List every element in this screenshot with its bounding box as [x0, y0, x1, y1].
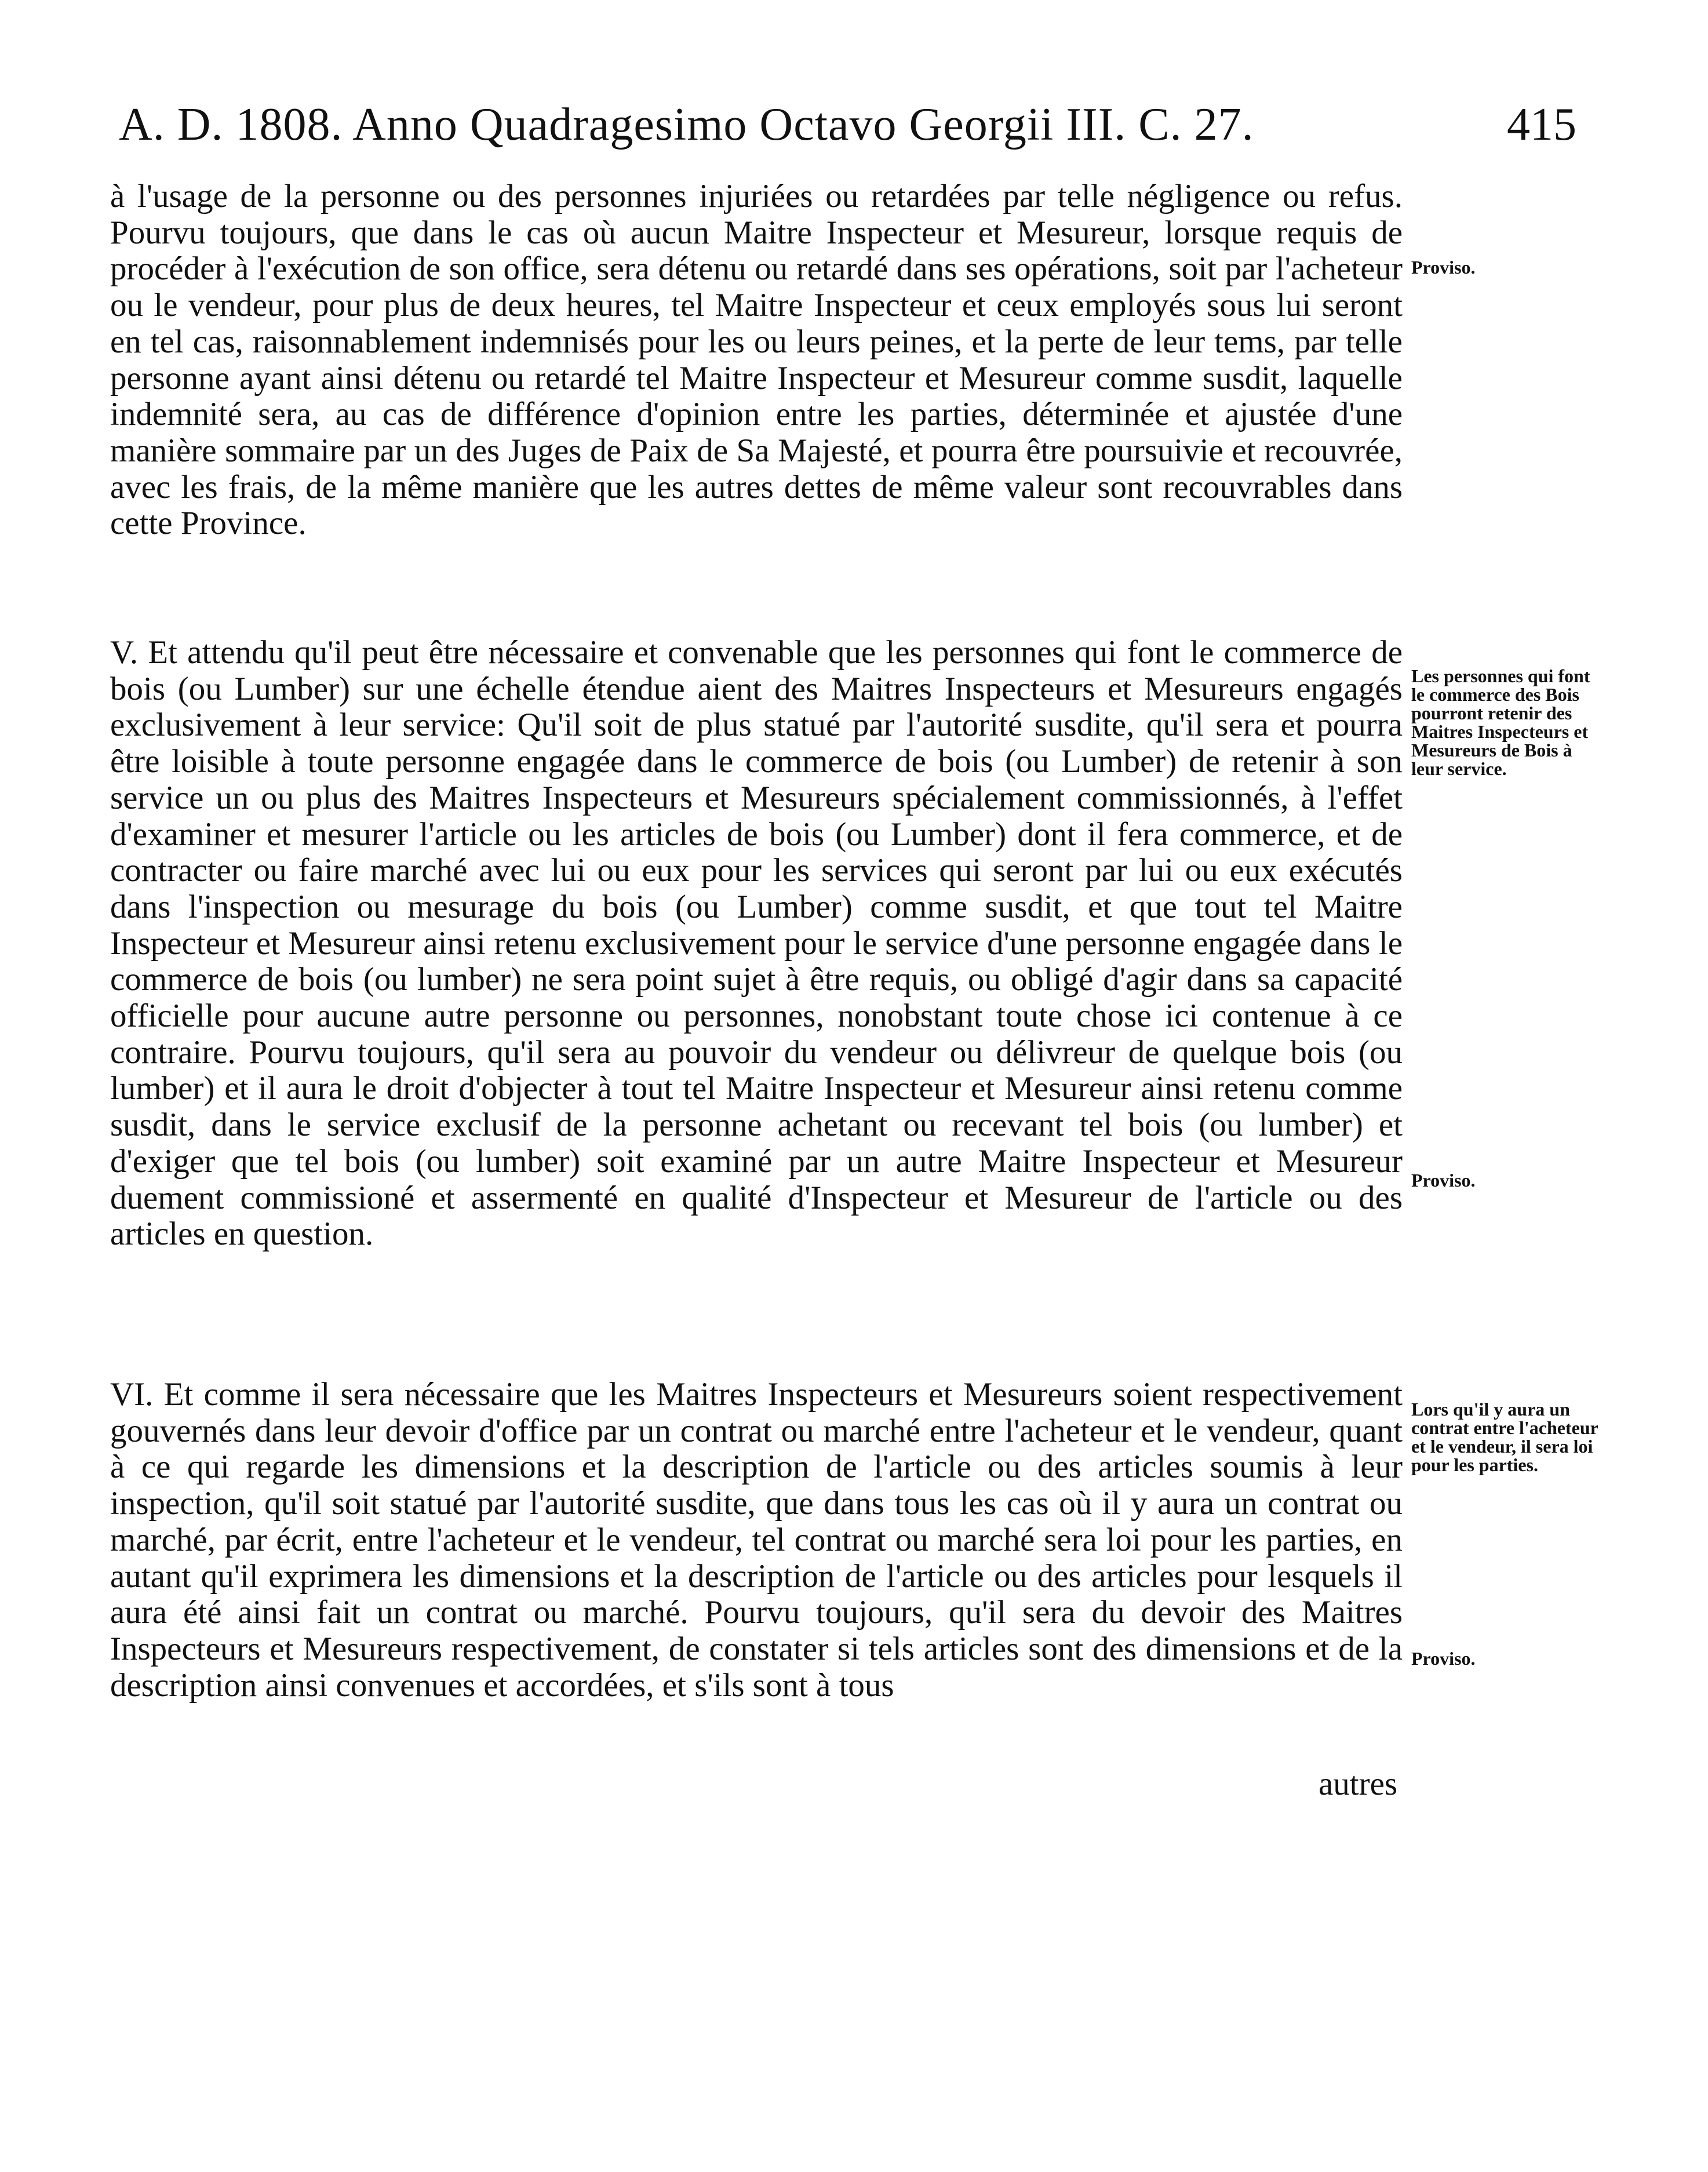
section-v-paragraph: V. Et attendu qu'il peut être nécessaire et convenable que les personnes qui font le commerce de bois (ou Lumber) sur une échelle étendue aient des Maitres Inspecteurs et Mesureurs engagés exclusivement à leur service: Qu'il soit de plus statué par l'autorité susdite, qu'il sera et pourra être loisible à toute personne engagée dans le commerce de bois (ou Lumber) de retenir à son service un ou plus des Maitres Inspecteurs et Mesureurs spécialement commissionnés, à l'effet d'examiner et mesurer l'article ou les articles de bois (ou Lumber) dont il fera commerce, et de contracter ou faire marché avec lui ou eux pour les services qui seront par lui ou eux exécutés dans l'inspection ou mesurage du bois (ou Lumber) comme susdit, et que tout tel Maitre Inspecteur et Mesureur ainsi retenu exclusivement pour le service d'une personne engagée dans le commerce de bois (ou lumber) ne sera point sujet à être requis, ou obligé d'agir dans sa capacité officielle pour aucune autre personne ou personnes, nonobstant toute chose ici contenue à ce contraire. Pourvu toujours, qu'il sera au pouvoir du vendeur ou délivreur de quelque bois (ou lumber) et il aura le droit d'objecter à tout tel Maitre Inspecteur et Mesureur ainsi retenu comme susdit, dans le service exclusif de la personne achetant ou recevant tel bois (ou lumber) et d'exiger que tel bois (ou lumber) soit examiné par un autre Maitre Inspecteur et Mesureur duement commissioné et assermenté en qualité d'Inspecteur et Mesureur de l'article ou des articles en question.	[110, 634, 1403, 1253]
margin-note-section-vi: Lors qu'il y aura un contrat entre l'acheteur et le vendeur, il sera loi pour les parties.	[1411, 1399, 1598, 1475]
page-header	[0, 87, 1708, 168]
continuation-paragraph: à l'usage de la personne ou des personnes injuriées ou retardées par telle négligence ou refus. Pourvu toujours, que dans le cas où aucun Maitre Inspecteur et Mesureur, lorsque requis de procéder à l'exécution de son office, sera détenu ou retardé dans ses opérations, soit par l'acheteur ou le vendeur, pour plus de deux heures, tel Maitre Inspecteur et ceux employés sous lui seront en tel cas, raisonnablement indemnisés pour les ou leurs peines, et la perte de leur tems, par telle personne ayant ainsi détenu ou retardé tel Maitre Inspecteur et Mesureur comme susdit, laquelle indemnité sera, au cas de différence d'opinion entre les parties, déterminée et ajustée d'une manière sommaire par un des Juges de Paix de Sa Majesté, et pourra être poursuivie et recouvrée, avec les frais, de la même manière que les autres dettes de même valeur sont recouvrables dans cette Province.	[110, 178, 1403, 542]
margin-note-proviso: Proviso.	[1411, 1648, 1476, 1669]
margin-note-proviso: Proviso.	[1411, 1170, 1476, 1191]
margin-note-proviso: Proviso.	[1411, 257, 1476, 278]
margin-note-section-v: Les personnes qui font le commerce des Bois pourront retenir des Maitres Inspecteurs et Mesureurs de Bois à leur service.	[1411, 665, 1590, 779]
running-head: A. D. 1808. Anno Quadragesimo Octavo Georgii III. C. 27.	[119, 99, 1254, 150]
section-vi-paragraph: VI. Et comme il sera nécessaire que les Maitres Inspecteurs et Mesureurs soient respectivement gouvernés dans leur devoir d'office par un contrat ou marché entre l'acheteur et le vendeur, quant à ce qui regarde les dimensions et la description de l'article ou des articles soumis à leur inspection, qu'il soit statué par l'autorité susdite, que dans tous les cas où il y aura un contrat ou marché, par écrit, entre l'acheteur et le vendeur, tel contrat ou marché sera loi pour les parties, en autant qu'il exprimera les dimensions et la description de l'article ou des articles pour lesquels il aura été ainsi fait un contrat ou marché. Pourvu toujours, qu'il sera du devoir des Maitres Inspecteurs et Mesureurs respectivement, de constater si tels articles sont des dimensions et de la description ainsi convenues et accordées, et s'ils sont à tous	[110, 1376, 1403, 1704]
catchword: autres	[1319, 1766, 1398, 1802]
page-number: 415	[1507, 99, 1576, 150]
